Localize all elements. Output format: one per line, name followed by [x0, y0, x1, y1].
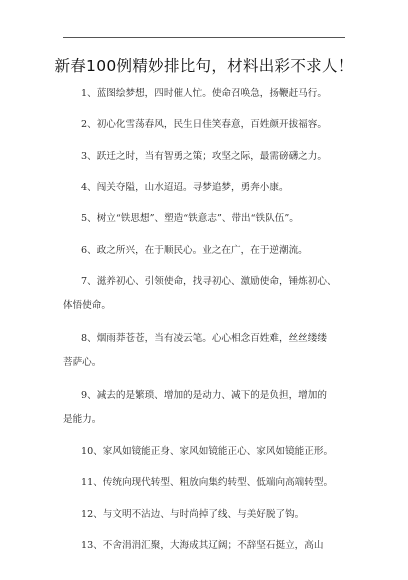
item-text: 7、滋养初心、引领使命，找寻初心、激励使命，锤炼初心、 — [81, 276, 337, 287]
item-text: 12、与文明不沾边、与时尚掉了线、与美好脱了钩。 — [81, 509, 305, 520]
item-text: 5、树立“铁思想”、塑造“铁意志”、带出“铁队伍”。 — [81, 213, 299, 224]
document-title: 新春100例精妙排比句，材料出彩不求人！ — [54, 57, 354, 75]
item-text: 3、跃迁之时，当有智勇之策；攻坚之际，最需磅礴之力。 — [81, 151, 327, 162]
list-item — [63, 384, 353, 432]
list-item — [63, 82, 353, 106]
list-item — [63, 471, 353, 495]
list-item — [63, 239, 353, 263]
list-item — [63, 113, 353, 137]
item-text: 10、家风如镜能正身、家风如镜能正心、家风如镜能正形。 — [81, 446, 334, 457]
list-item — [63, 534, 353, 558]
list-item — [63, 503, 353, 527]
item-text: 4、闯关夺隘，山水迢迢。寻梦追梦，勇奔小康。 — [81, 182, 289, 193]
item-text: 9、减去的是繁琐、增加的是动力、减下的是负担，增加的 — [81, 390, 327, 401]
item-text: 1、蓝图绘梦想，四时催人忙。使命召唤急，扬鞭赶马行。 — [81, 88, 327, 99]
item-text: 11、传统向现代转型、粗放向集约转型、低端向高端转型。 — [81, 477, 334, 488]
item-text: 8、烟雨莽苍苍，当有凌云笔。心心相念百姓难，丝丝缕缕 — [81, 333, 327, 344]
item-text-continued: 菩萨心。 — [63, 357, 102, 368]
list-item — [63, 145, 353, 169]
item-text: 6、政之所兴，在于顺民心。业之在广，在于逆潮流。 — [81, 245, 308, 256]
list-item — [63, 270, 353, 318]
item-text-continued: 体悟使命。 — [63, 300, 111, 311]
list-item — [63, 207, 353, 231]
item-text: 13、不舍涓涓汇聚，大海成其辽阔；不辞坚石挺立，高山 — [81, 540, 324, 551]
list-item — [63, 176, 353, 200]
item-text: 2、初心化雪荡春风，民生日佳笑春意，百姓颜开拔福容。 — [81, 119, 327, 130]
list-item — [63, 440, 353, 464]
item-text-continued: 是能力。 — [63, 414, 102, 425]
list-item — [63, 327, 353, 375]
header-rule — [63, 37, 345, 38]
